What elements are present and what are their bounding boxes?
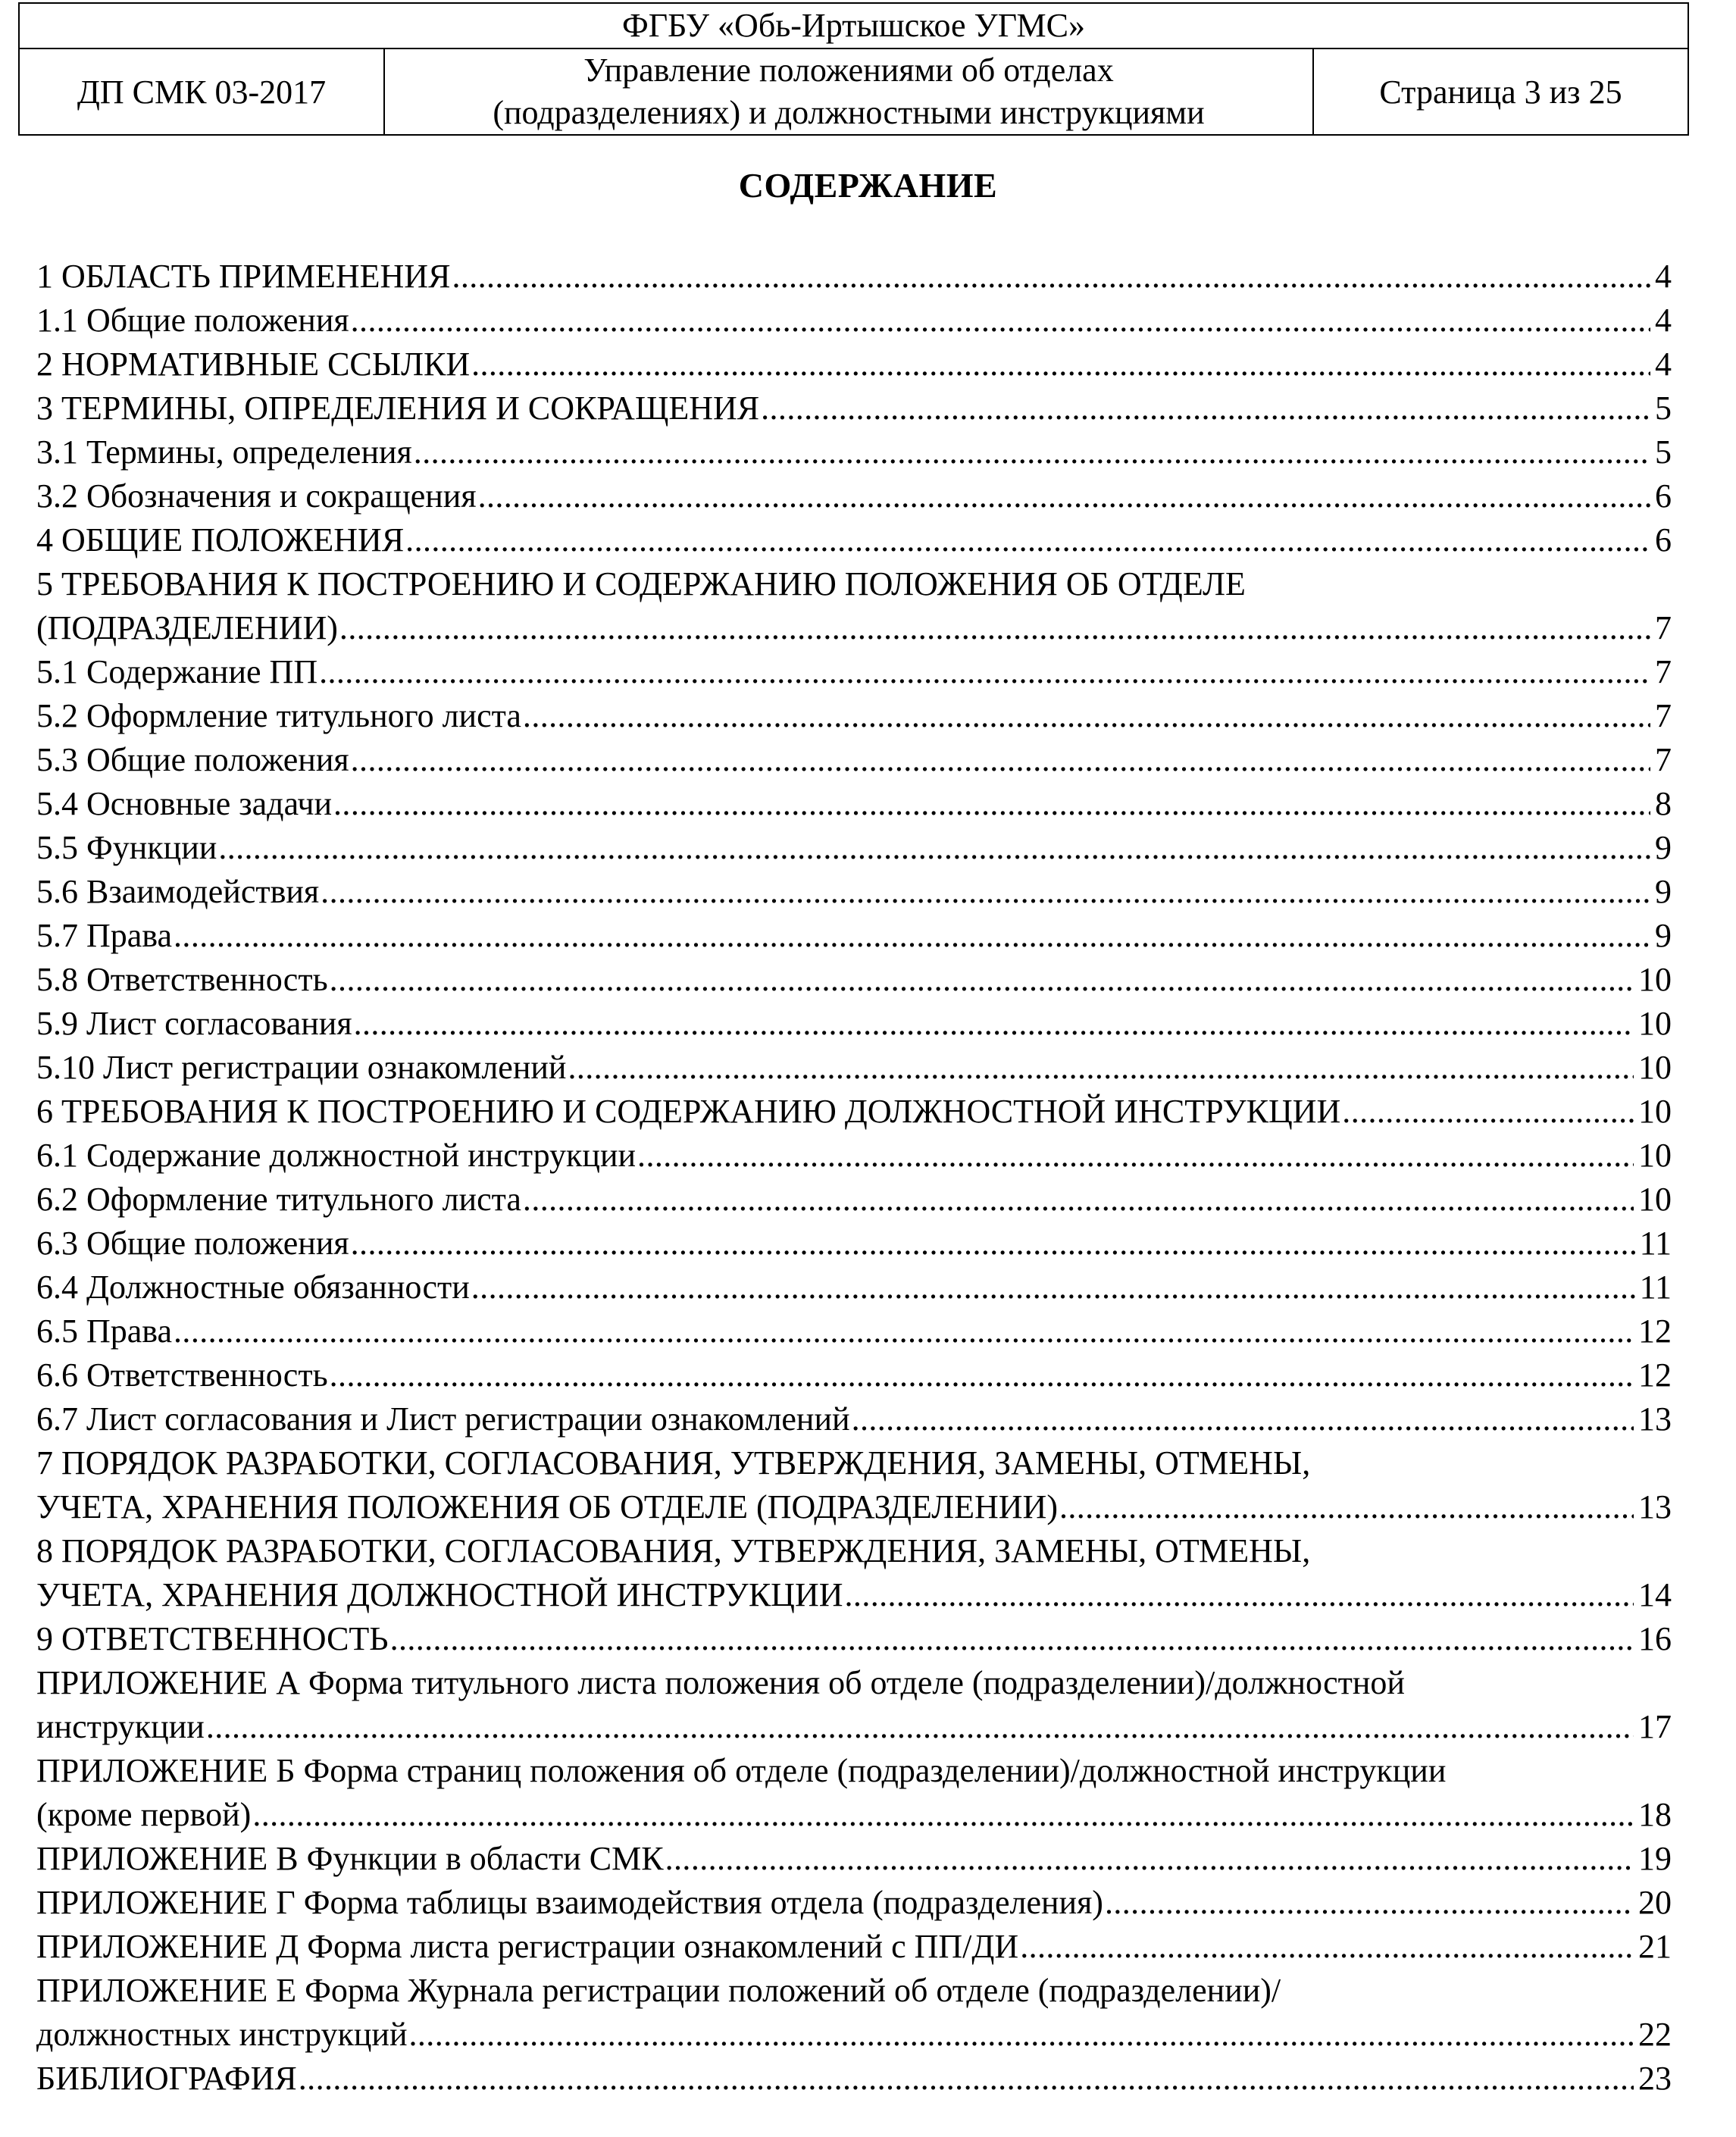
- toc-entry-title: 6.3 Общие положения: [36, 1225, 349, 1262]
- toc-entry-page-number: 7: [1655, 741, 1672, 778]
- toc-dot-leader: [471, 343, 1650, 386]
- toc-entry-title: 5.10 Лист регистрации ознакомлений: [36, 1049, 567, 1086]
- toc-entry-title-line-1: 8 ПОРЯДОК РАЗРАБОТКИ, СОГЛАСОВАНИЯ, УТВЕРЖДЕНИЯ, ЗАМЕНЫ, ОТМЕНЫ,: [36, 1532, 1311, 1569]
- toc-entry-page-number: 5: [1655, 390, 1672, 427]
- toc-entry-title: 1 ОБЛАСТЬ ПРИМЕНЕНИЯ: [36, 258, 451, 295]
- toc-entry-title: 1.1 Общие положения: [36, 302, 349, 339]
- toc-entry-page-number: 19: [1638, 1840, 1672, 1877]
- toc-entry-title: 5.2 Оформление титульного листа: [36, 697, 521, 734]
- toc-entry[interactable]: [36, 1837, 1672, 1881]
- toc-entry-row: [36, 738, 1672, 782]
- toc-entry-row: [36, 782, 1672, 826]
- toc-entry-title: 5.8 Ответственность: [36, 961, 328, 998]
- toc-entry[interactable]: [36, 826, 1672, 870]
- toc-dot-leader: [351, 738, 1650, 782]
- toc-entry-row: [36, 1793, 1672, 1837]
- toc-entry-page-number: 6: [1655, 521, 1672, 558]
- toc-entry-title: БИБЛИОГРАФИЯ: [36, 2060, 297, 2097]
- toc-entry-title: должностных инструкций: [36, 2016, 408, 2053]
- toc-entry-page-number: 9: [1655, 917, 1672, 954]
- toc-entry[interactable]: [36, 1353, 1672, 1397]
- toc-entry[interactable]: [36, 958, 1672, 1002]
- document-title-line-2: (подразделениях) и должностными инструкциями: [493, 94, 1205, 131]
- toc-entry-page-number: 16: [1638, 1620, 1672, 1657]
- toc-entry-page-number: 4: [1655, 346, 1672, 383]
- toc-dot-leader: [1020, 1925, 1634, 1969]
- toc-entry-title: ПРИЛОЖЕНИЕ Д Форма листа регистрации ознакомлений с ПП/ДИ: [36, 1928, 1019, 1965]
- toc-entry[interactable]: [36, 1661, 1672, 1749]
- toc-entry-title: 6.4 Должностные обязанности: [36, 1269, 470, 1306]
- toc-entry[interactable]: [36, 299, 1672, 343]
- toc-dot-leader: [206, 1705, 1634, 1749]
- toc-entry[interactable]: [36, 430, 1672, 474]
- toc-dot-leader: [218, 826, 1650, 870]
- toc-entry[interactable]: [36, 1529, 1672, 1617]
- toc-entry[interactable]: [36, 782, 1672, 826]
- toc-entry-row: [36, 1925, 1672, 1969]
- toc-dot-leader: [319, 650, 1650, 694]
- document-code: ДП СМК 03-2017: [20, 49, 385, 134]
- page-number: Страница 3 из 25: [1379, 73, 1622, 111]
- toc-entry-title: 6.2 Оформление титульного листа: [36, 1181, 521, 1218]
- toc-dot-leader: [333, 782, 1650, 826]
- toc-entry[interactable]: [36, 255, 1672, 299]
- toc-entry-title-line-1: ПРИЛОЖЕНИЕ А Форма титульного листа положения об отделе (подразделении)/должностной: [36, 1664, 1405, 1701]
- toc-entry-title: (ПОДРАЗДЕЛЕНИИ): [36, 609, 338, 646]
- toc-entry-page-number: 23: [1638, 2060, 1672, 2097]
- toc-entry-title: 6.1 Содержание должностной инструкции: [36, 1137, 637, 1174]
- toc-entry[interactable]: [36, 1397, 1672, 1441]
- toc-dot-leader: [452, 255, 1650, 299]
- document-header-table: [18, 2, 1689, 136]
- toc-entry-page-number: 6: [1655, 477, 1672, 515]
- toc-entry-row: [36, 299, 1672, 343]
- toc-entry-row: [36, 430, 1672, 474]
- toc-entry-page-number: 11: [1639, 1269, 1672, 1306]
- toc-entry-page-number: 18: [1638, 1796, 1672, 1833]
- toc-dot-leader: [321, 870, 1650, 914]
- toc-entry-row: [36, 1134, 1672, 1178]
- toc-entry-title: 6.6 Ответственность: [36, 1356, 328, 1394]
- toc-entry-title: 3.2 Обозначения и сокращения: [36, 477, 477, 515]
- toc-entry-title: 5.3 Общие положения: [36, 741, 349, 778]
- toc-entry[interactable]: [36, 694, 1672, 738]
- toc-entry-page-number: 21: [1638, 1928, 1672, 1965]
- toc-entry-title: УЧЕТА, ХРАНЕНИЯ ДОЛЖНОСТНОЙ ИНСТРУКЦИИ: [36, 1576, 843, 1613]
- toc-entry-row: [36, 1309, 1672, 1353]
- toc-entry-page-number: 10: [1638, 1049, 1672, 1086]
- toc-entry-title-line-1: ПРИЛОЖЕНИЕ Б Форма страниц положения об отделе (подразделении)/должностной инструкции: [36, 1752, 1447, 1789]
- toc-entry-title: (кроме первой): [36, 1796, 252, 1833]
- toc-entry[interactable]: [36, 1090, 1672, 1134]
- toc-dot-leader: [845, 1573, 1634, 1617]
- toc-entry-row: [36, 2057, 1672, 2101]
- toc-dot-leader: [351, 299, 1650, 343]
- toc-dot-leader: [761, 386, 1650, 430]
- toc-entry-page-number: 10: [1638, 1093, 1672, 1130]
- toc-dot-leader: [523, 1178, 1634, 1222]
- toc-entry[interactable]: [36, 1134, 1672, 1178]
- toc-dot-leader: [339, 606, 1650, 650]
- toc-entry-row: [36, 1705, 1672, 1749]
- toc-entry[interactable]: [36, 518, 1672, 562]
- toc-entry-title: 5.6 Взаимодействия: [36, 873, 320, 910]
- toc-entry[interactable]: [36, 1441, 1672, 1529]
- toc-entry-row: [36, 826, 1672, 870]
- toc-dot-leader: [523, 694, 1650, 738]
- toc-entry[interactable]: [36, 1969, 1672, 2057]
- toc-entry-page-number: 17: [1638, 1708, 1672, 1745]
- toc-entry[interactable]: [36, 1002, 1672, 1046]
- toc-entry-row: [36, 1573, 1672, 1617]
- toc-entry[interactable]: [36, 343, 1672, 386]
- toc-dot-leader: [665, 1837, 1634, 1881]
- toc-entry-page-number: 12: [1638, 1356, 1672, 1394]
- toc-entry[interactable]: [36, 1925, 1672, 1969]
- toc-entry-page-number: 10: [1638, 1181, 1672, 1218]
- toc-entry[interactable]: [36, 738, 1672, 782]
- toc-entry-page-number: 7: [1655, 697, 1672, 734]
- toc-entry-page-number: 8: [1655, 785, 1672, 822]
- toc-entry[interactable]: [36, 914, 1672, 958]
- toc-entry-page-number: 11: [1639, 1225, 1672, 1262]
- toc-dot-leader: [1105, 1881, 1634, 1925]
- toc-entry-title: 5.7 Права: [36, 917, 173, 954]
- toc-entry-page-number: 7: [1655, 653, 1672, 690]
- toc-entry-title: 2 НОРМАТИВНЫЕ ССЫЛКИ: [36, 346, 471, 383]
- toc-entry[interactable]: [36, 1046, 1672, 1090]
- toc-entry-row: [36, 1266, 1672, 1309]
- toc-dot-leader: [299, 2057, 1634, 2101]
- toc-entry-page-number: 9: [1655, 829, 1672, 866]
- toc-heading: СОДЕРЖАНИЕ: [738, 166, 998, 205]
- toc-entry-row: [36, 386, 1672, 430]
- toc-entry[interactable]: [36, 1266, 1672, 1309]
- toc-entry-row: [36, 870, 1672, 914]
- toc-dot-leader: [414, 430, 1650, 474]
- toc-dot-leader: [852, 1397, 1634, 1441]
- toc-dot-leader: [405, 518, 1650, 562]
- toc-dot-leader: [390, 1617, 1634, 1661]
- toc-entry-title: 5.9 Лист согласования: [36, 1005, 352, 1042]
- toc-entry-title: ПРИЛОЖЕНИЕ Г Форма таблицы взаимодействия отдела (подразделения): [36, 1884, 1103, 1921]
- header-row: [20, 49, 1688, 134]
- toc-entry[interactable]: [36, 562, 1672, 650]
- toc-entry-page-number: 20: [1638, 1884, 1672, 1921]
- toc-entry-row: [36, 1222, 1672, 1266]
- toc-entry-row: [36, 1485, 1672, 1529]
- toc-entry[interactable]: [36, 650, 1672, 694]
- toc-entry-page-number: 13: [1638, 1488, 1672, 1525]
- toc-entry[interactable]: [36, 1178, 1672, 1222]
- toc-entry-page-number: 10: [1638, 961, 1672, 998]
- toc-entry[interactable]: [36, 1222, 1672, 1266]
- document-title-line-1: Управление положениями об отделах: [583, 52, 1114, 89]
- toc-entry-title: 4 ОБЩИЕ ПОЛОЖЕНИЯ: [36, 521, 405, 558]
- toc-entry-row: [36, 518, 1672, 562]
- toc-dot-leader: [252, 1793, 1634, 1837]
- toc-entry-title: 5.4 Основные задачи: [36, 785, 333, 822]
- toc-entry-title: 3 ТЕРМИНЫ, ОПРЕДЕЛЕНИЯ И СОКРАЩЕНИЯ: [36, 390, 760, 427]
- toc-entry-page-number: 7: [1655, 609, 1672, 646]
- toc-dot-leader: [478, 474, 1650, 518]
- toc-entry-title-line-1: 7 ПОРЯДОК РАЗРАБОТКИ, СОГЛАСОВАНИЯ, УТВЕРЖДЕНИЯ, ЗАМЕНЫ, ОТМЕНЫ,: [36, 1444, 1311, 1482]
- toc-entry-row: [36, 255, 1672, 299]
- toc-entry[interactable]: [36, 1617, 1672, 1661]
- toc-dot-leader: [471, 1266, 1635, 1309]
- toc-entry-page-number: 22: [1638, 2016, 1672, 2053]
- toc-dot-leader: [1059, 1485, 1634, 1529]
- toc-entry-page-number: 12: [1638, 1313, 1672, 1350]
- toc-entry[interactable]: [36, 1749, 1672, 1837]
- toc-entry-row: [36, 1002, 1672, 1046]
- toc-entry-row: [36, 1353, 1672, 1397]
- toc-entry-title: инструкции: [36, 1708, 205, 1745]
- document-title: [385, 49, 1314, 134]
- toc-entry[interactable]: [36, 386, 1672, 430]
- toc-entry[interactable]: [36, 870, 1672, 914]
- toc-dot-leader: [354, 1002, 1634, 1046]
- toc-entry-page-number: 4: [1655, 302, 1672, 339]
- toc-entry-title: 9 ОТВЕТСТВЕННОСТЬ: [36, 1620, 389, 1657]
- toc-entry-page-number: 4: [1655, 258, 1672, 295]
- toc-entry-page-number: 9: [1655, 873, 1672, 910]
- table-of-contents: [36, 255, 1672, 2101]
- toc-entry-title-line-1: ПРИЛОЖЕНИЕ Е Форма Журнала регистрации положений об отделе (подразделении)/: [36, 1972, 1281, 2009]
- toc-entry-title: 6.7 Лист согласования и Лист регистрации ознакомлений: [36, 1400, 850, 1438]
- toc-dot-leader: [174, 1309, 1634, 1353]
- toc-entry-title-line-1: 5 ТРЕБОВАНИЯ К ПОСТРОЕНИЮ И СОДЕРЖАНИЮ ПОЛОЖЕНИЯ ОБ ОТДЕЛЕ: [36, 565, 1246, 602]
- toc-entry-row: [36, 343, 1672, 386]
- toc-entry-title: 6 ТРЕБОВАНИЯ К ПОСТРОЕНИЮ И СОДЕРЖАНИЮ ДОЛЖНОСТНОЙ ИНСТРУКЦИИ: [36, 1093, 1341, 1130]
- toc-entry[interactable]: [36, 1881, 1672, 1925]
- toc-dot-leader: [568, 1046, 1634, 1090]
- toc-dot-leader: [637, 1134, 1634, 1178]
- toc-entry-row: [36, 1090, 1672, 1134]
- toc-dot-leader: [1342, 1090, 1634, 1134]
- toc-dot-leader: [330, 958, 1634, 1002]
- toc-entry[interactable]: [36, 1309, 1672, 1353]
- toc-entry-row: [36, 1397, 1672, 1441]
- toc-dot-leader: [409, 2013, 1634, 2057]
- toc-entry-row: [36, 1881, 1672, 1925]
- toc-entry-title: 6.5 Права: [36, 1313, 173, 1350]
- toc-entry-row: [36, 1178, 1672, 1222]
- toc-entry-title: 5.1 Содержание ПП: [36, 653, 318, 690]
- toc-entry-row: [36, 914, 1672, 958]
- toc-entry-row: [36, 474, 1672, 518]
- toc-entry-row: [36, 1617, 1672, 1661]
- toc-entry-row: [36, 1046, 1672, 1090]
- toc-entry-page-number: 10: [1638, 1137, 1672, 1174]
- toc-dot-leader: [330, 1353, 1634, 1397]
- toc-entry-row: [36, 606, 1672, 650]
- toc-entry-row: [36, 958, 1672, 1002]
- toc-entry[interactable]: [36, 2057, 1672, 2101]
- toc-entry-row: [36, 2013, 1672, 2057]
- toc-entry-title: 5.5 Функции: [36, 829, 217, 866]
- toc-dot-leader: [351, 1222, 1635, 1266]
- toc-entry-row: [36, 694, 1672, 738]
- toc-entry-page-number: 13: [1638, 1400, 1672, 1438]
- toc-entry-row: [36, 650, 1672, 694]
- toc-dot-leader: [174, 914, 1650, 958]
- toc-entry-page-number: 10: [1638, 1005, 1672, 1042]
- toc-entry[interactable]: [36, 474, 1672, 518]
- toc-entry-title: УЧЕТА, ХРАНЕНИЯ ПОЛОЖЕНИЯ ОБ ОТДЕЛЕ (ПОДРАЗДЕЛЕНИИ): [36, 1488, 1058, 1525]
- toc-entry-page-number: 5: [1655, 433, 1672, 471]
- toc-entry-title: ПРИЛОЖЕНИЕ В Функции в области СМК: [36, 1840, 664, 1877]
- organization-name: ФГБУ «Обь-Иртышское УГМС»: [20, 4, 1688, 49]
- toc-entry-page-number: 14: [1638, 1576, 1672, 1613]
- toc-entry-row: [36, 1837, 1672, 1881]
- toc-entry-title: 3.1 Термины, определения: [36, 433, 412, 471]
